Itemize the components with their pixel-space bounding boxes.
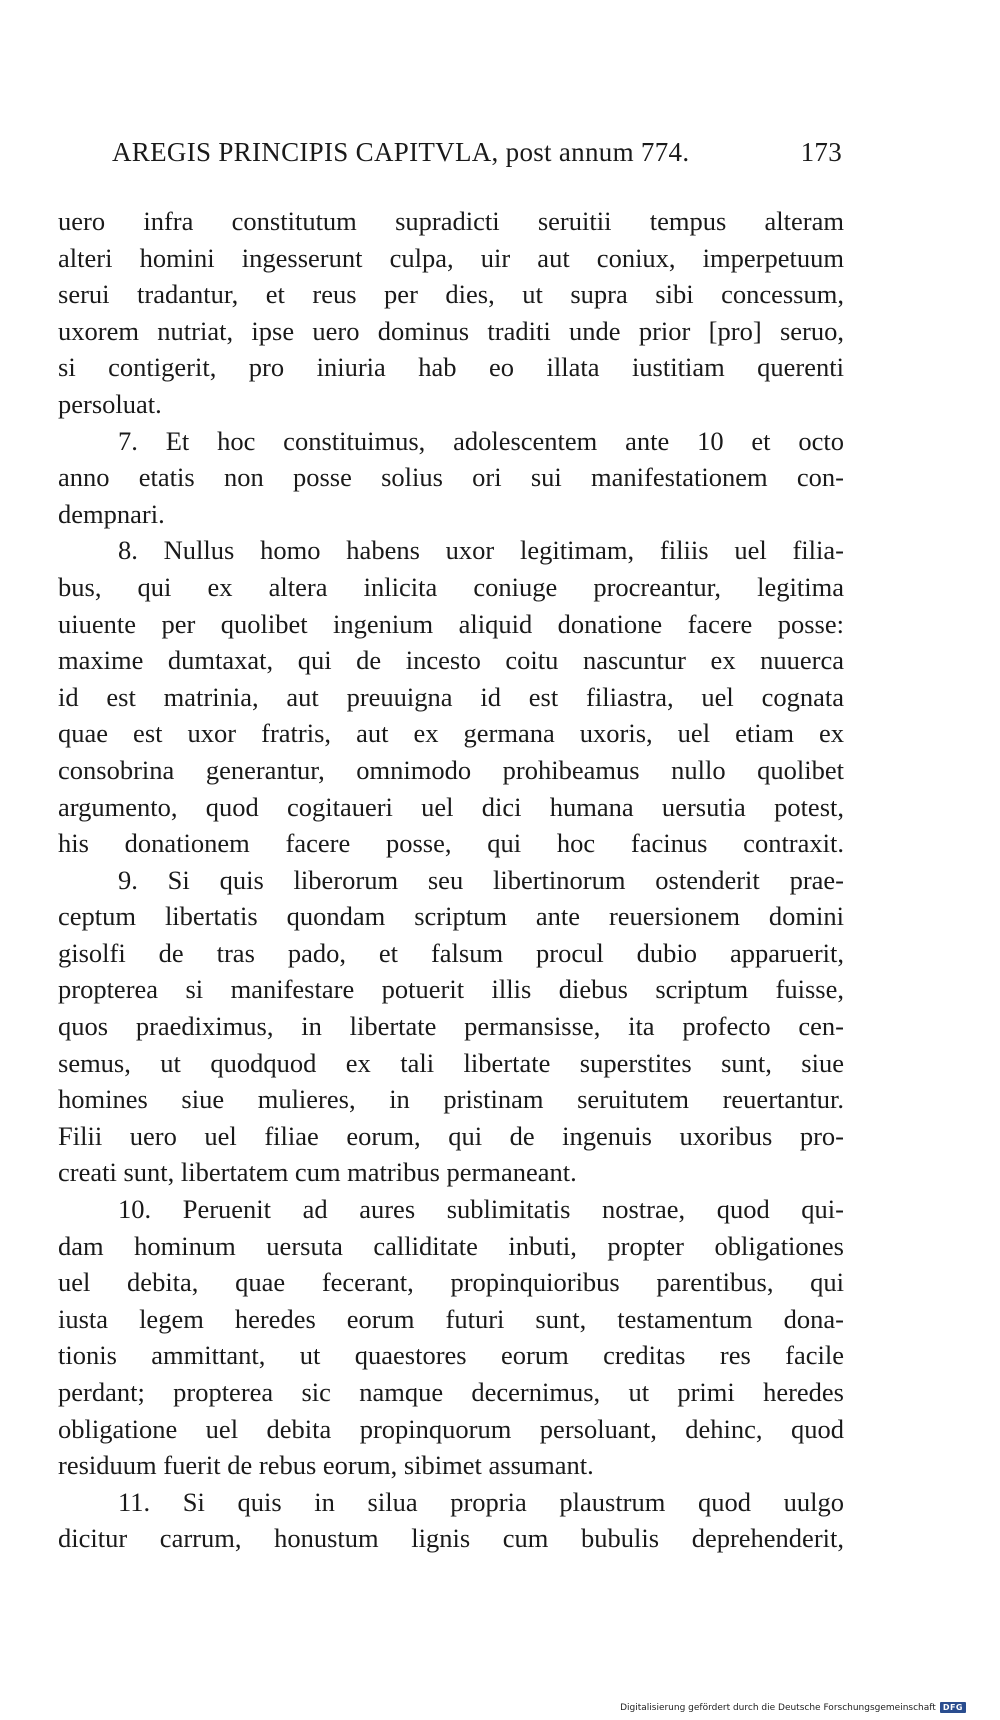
text-line: 9. Si quis liberorum seu libertinorum ostenderit prae- xyxy=(118,864,844,895)
text-line: maxime dumtaxat, qui de incesto coitu nascuntur ex nuuerca xyxy=(58,645,844,676)
text-line: 7. Et hoc constituimus, adolescentem ante 10 et octo xyxy=(118,425,844,456)
text-line: dam hominum uersuta calliditate inbuti, propter obligationes xyxy=(58,1230,844,1261)
text-line: consobrina generantur, omnimodo prohibeamus nullo quolibet xyxy=(58,754,844,785)
text-line: uiuente per quolibet ingenium aliquid donatione facere posse: xyxy=(58,608,844,639)
text-line: uxorem nutriat, ipse uero dominus traditi unde prior [pro] seruo, xyxy=(58,315,844,346)
text-line: id est matrinia, aut preuuigna id est filiastra, uel cognata xyxy=(58,681,844,712)
text-line: serui tradantur, et reus per dies, ut supra sibi concessum, xyxy=(58,279,844,310)
text-line: creati sunt, libertatem cum matribus permaneant. xyxy=(58,1157,577,1188)
text-line: si contigerit, pro iniuria hab eo illata iustitiam querenti xyxy=(58,352,844,383)
text-line: gisolfi de tras pado, et falsum procul dubio apparuerit, xyxy=(58,937,844,968)
text-line: 8. Nullus homo habens uxor legitimam, filiis uel filia- xyxy=(118,535,844,566)
footer-credit: Digitalisierung gefördert durch die Deutsche Forschungsgemeinschaft xyxy=(620,1702,936,1713)
text-line: his donationem facere posse, qui hoc facinus contraxit. xyxy=(58,828,844,859)
text-line: residuum fuerit de rebus eorum, sibimet assumant. xyxy=(58,1450,594,1481)
text-line: propterea si manifestare potuerit illis diebus scriptum fuisse, xyxy=(58,974,844,1005)
text-line: Filii uero uel filiae eorum, qui de ingenuis uxoribus pro- xyxy=(58,1120,844,1151)
text-line: 10. Peruenit ad aures sublimitatis nostrae, quod qui- xyxy=(118,1194,844,1225)
text-line: quae est uxor fratris, aut ex germana uxoris, uel etiam ex xyxy=(58,718,844,749)
text-line: tionis ammittant, ut quaestores eorum creditas res facile xyxy=(58,1340,844,1371)
text-line: alteri homini ingesserunt culpa, uir aut coniux, imperpetuum xyxy=(58,242,844,273)
page-number: 173 xyxy=(800,137,842,167)
text-line: dempnari. xyxy=(58,498,165,529)
footer xyxy=(620,1702,966,1713)
text-line: dicitur carrum, honustum lignis cum bubulis deprehenderit, xyxy=(58,1523,844,1554)
text-line: persoluat. xyxy=(58,388,162,419)
body-text xyxy=(58,203,844,1557)
text-line: uero infra constitutum supradicti seruitii tempus alteram xyxy=(58,206,844,236)
text-line: anno etatis non posse solius ori sui manifestationem con- xyxy=(58,462,844,493)
text-line: perdant; propterea sic namque decernimus, ut primi heredes xyxy=(58,1377,844,1407)
text-line: iusta legem heredes eorum futuri sunt, testamentum dona- xyxy=(58,1303,844,1334)
text-line: argumento, quod cogitaueri uel dici humana uersutia potest, xyxy=(58,791,844,822)
text-line: obligatione uel debita propinquorum persoluant, dehinc, quod xyxy=(58,1413,844,1444)
running-head xyxy=(112,137,842,173)
text-line: homines siue mulieres, in pristinam seruitutem reuertantur. xyxy=(58,1084,844,1115)
text-line: semus, ut quodquod ex tali libertate superstites sunt, siue xyxy=(58,1047,844,1078)
running-head-title: AREGIS PRINCIPIS CAPITVLA, post annum 774. xyxy=(112,137,690,167)
text-line: ceptum libertatis quondam scriptum ante reuersionem domini xyxy=(58,901,844,932)
dfg-logo: DFG xyxy=(940,1702,966,1713)
text-line: 11. Si quis in silua propria plaustrum quod uulgo xyxy=(118,1486,844,1517)
text-line: quos praediximus, in libertate permansisse, ita profecto cen- xyxy=(58,1011,844,1042)
text-line: bus, qui ex altera inlicita coniuge procreantur, legitima xyxy=(58,571,844,602)
text-line: uel debita, quae fecerant, propinquioribus parentibus, qui xyxy=(58,1267,844,1298)
